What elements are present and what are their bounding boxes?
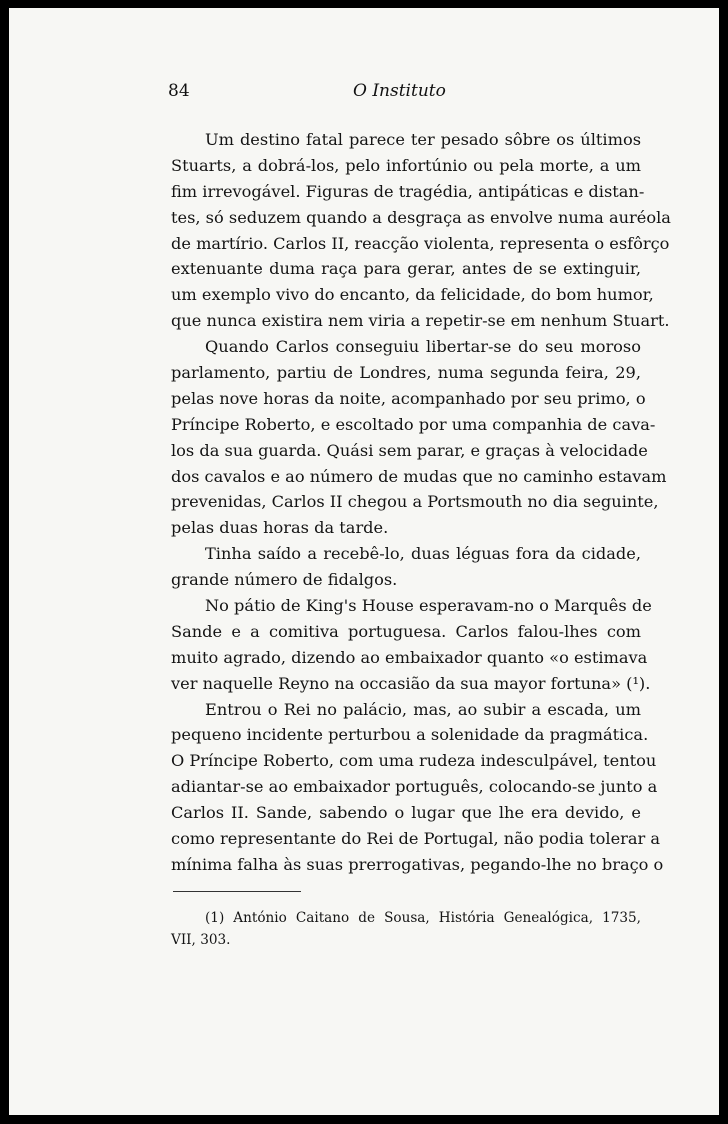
text-line: grande número de fidalgos. — [171, 570, 398, 590]
text-line: de martírio. Carlos II, reacção violenta, representa o esfôrço — [171, 233, 670, 253]
page-header — [9, 81, 719, 111]
text-line: Príncipe Roberto, e escoltado por uma companhia de cava- — [171, 414, 656, 434]
text-line: parlamento, partiu de Londres, numa segunda feira, 29, — [171, 363, 641, 383]
book-page — [9, 8, 719, 1115]
text-line: los da sua guarda. Quási sem parar, e graças à velocidade — [171, 440, 648, 460]
page-number: 84 — [168, 81, 190, 101]
text-line: O Príncipe Roberto, com uma rudeza indesculpável, tentou — [171, 751, 657, 771]
footnote-line: (1) António Caitano de Sousa, História Genealógica, 1735, — [205, 910, 641, 926]
text-line: Um destino fatal parece ter pesado sôbre os últimos — [205, 130, 641, 149]
text-line: extenuante duma raça para gerar, antes de se extinguir, — [171, 259, 641, 279]
footnote-divider — [173, 891, 301, 892]
text-line: Carlos II. Sande, sabendo o lugar que lhe era devido, e — [171, 803, 641, 823]
text-line: um exemplo vivo do encanto, da felicidade, do bom humor, — [171, 285, 654, 305]
text-line: Tinha saído a recebê-lo, duas léguas fora da cidade, — [205, 544, 641, 564]
text-line: Quando Carlos conseguiu libertar-se do seu moroso — [205, 337, 641, 357]
text-line: fim irrevogável. Figuras de tragédia, antipáticas e distan- — [171, 181, 645, 201]
text-line: mínima falha às suas prerrogativas, pegando-lhe no braço o — [171, 854, 664, 874]
text-line: pelas nove horas da noite, acompanhado por seu primo, o — [171, 388, 646, 408]
text-line: adiantar-se ao embaixador português, colocando-se junto a — [171, 777, 658, 797]
body-text — [171, 127, 671, 878]
text-line: dos cavalos e ao número de mudas que no caminho estavam — [171, 466, 667, 486]
text-line: ver naquelle Reyno na occasião da sua mayor fortuna» (¹). — [171, 673, 651, 693]
text-line: Stuarts, a dobrá-los, pelo infortúnio ou pela morte, a um — [171, 155, 641, 175]
text-line: Sande e a comitiva portuguesa. Carlos falou-lhes com — [171, 621, 641, 641]
text-line: pequeno incidente perturbou a solenidade da pragmática. — [171, 725, 649, 745]
text-line: prevenidas, Carlos II chegou a Portsmouth no dia seguinte, — [171, 492, 659, 512]
text-line: como representante do Rei de Portugal, não podia tolerar a — [171, 829, 661, 849]
text-line: que nunca existira nem viria a repetir-se em nenhum Stuart. — [171, 311, 670, 331]
footnotes — [171, 907, 641, 951]
text-line: Entrou o Rei no palácio, mas, ao subir a escada, um — [205, 699, 641, 719]
footnote-line: VII, 303. — [171, 932, 231, 948]
text-line: No pátio de King's House esperavam-no o Marquês de — [205, 596, 652, 616]
running-title: O Instituto — [353, 81, 446, 101]
text-line: pelas duas horas da tarde. — [171, 518, 389, 538]
text-line: tes, só seduzem quando a desgraça as envolve numa auréola — [171, 207, 671, 227]
text-line: muito agrado, dizendo ao embaixador quanto «o estimava — [171, 647, 648, 667]
